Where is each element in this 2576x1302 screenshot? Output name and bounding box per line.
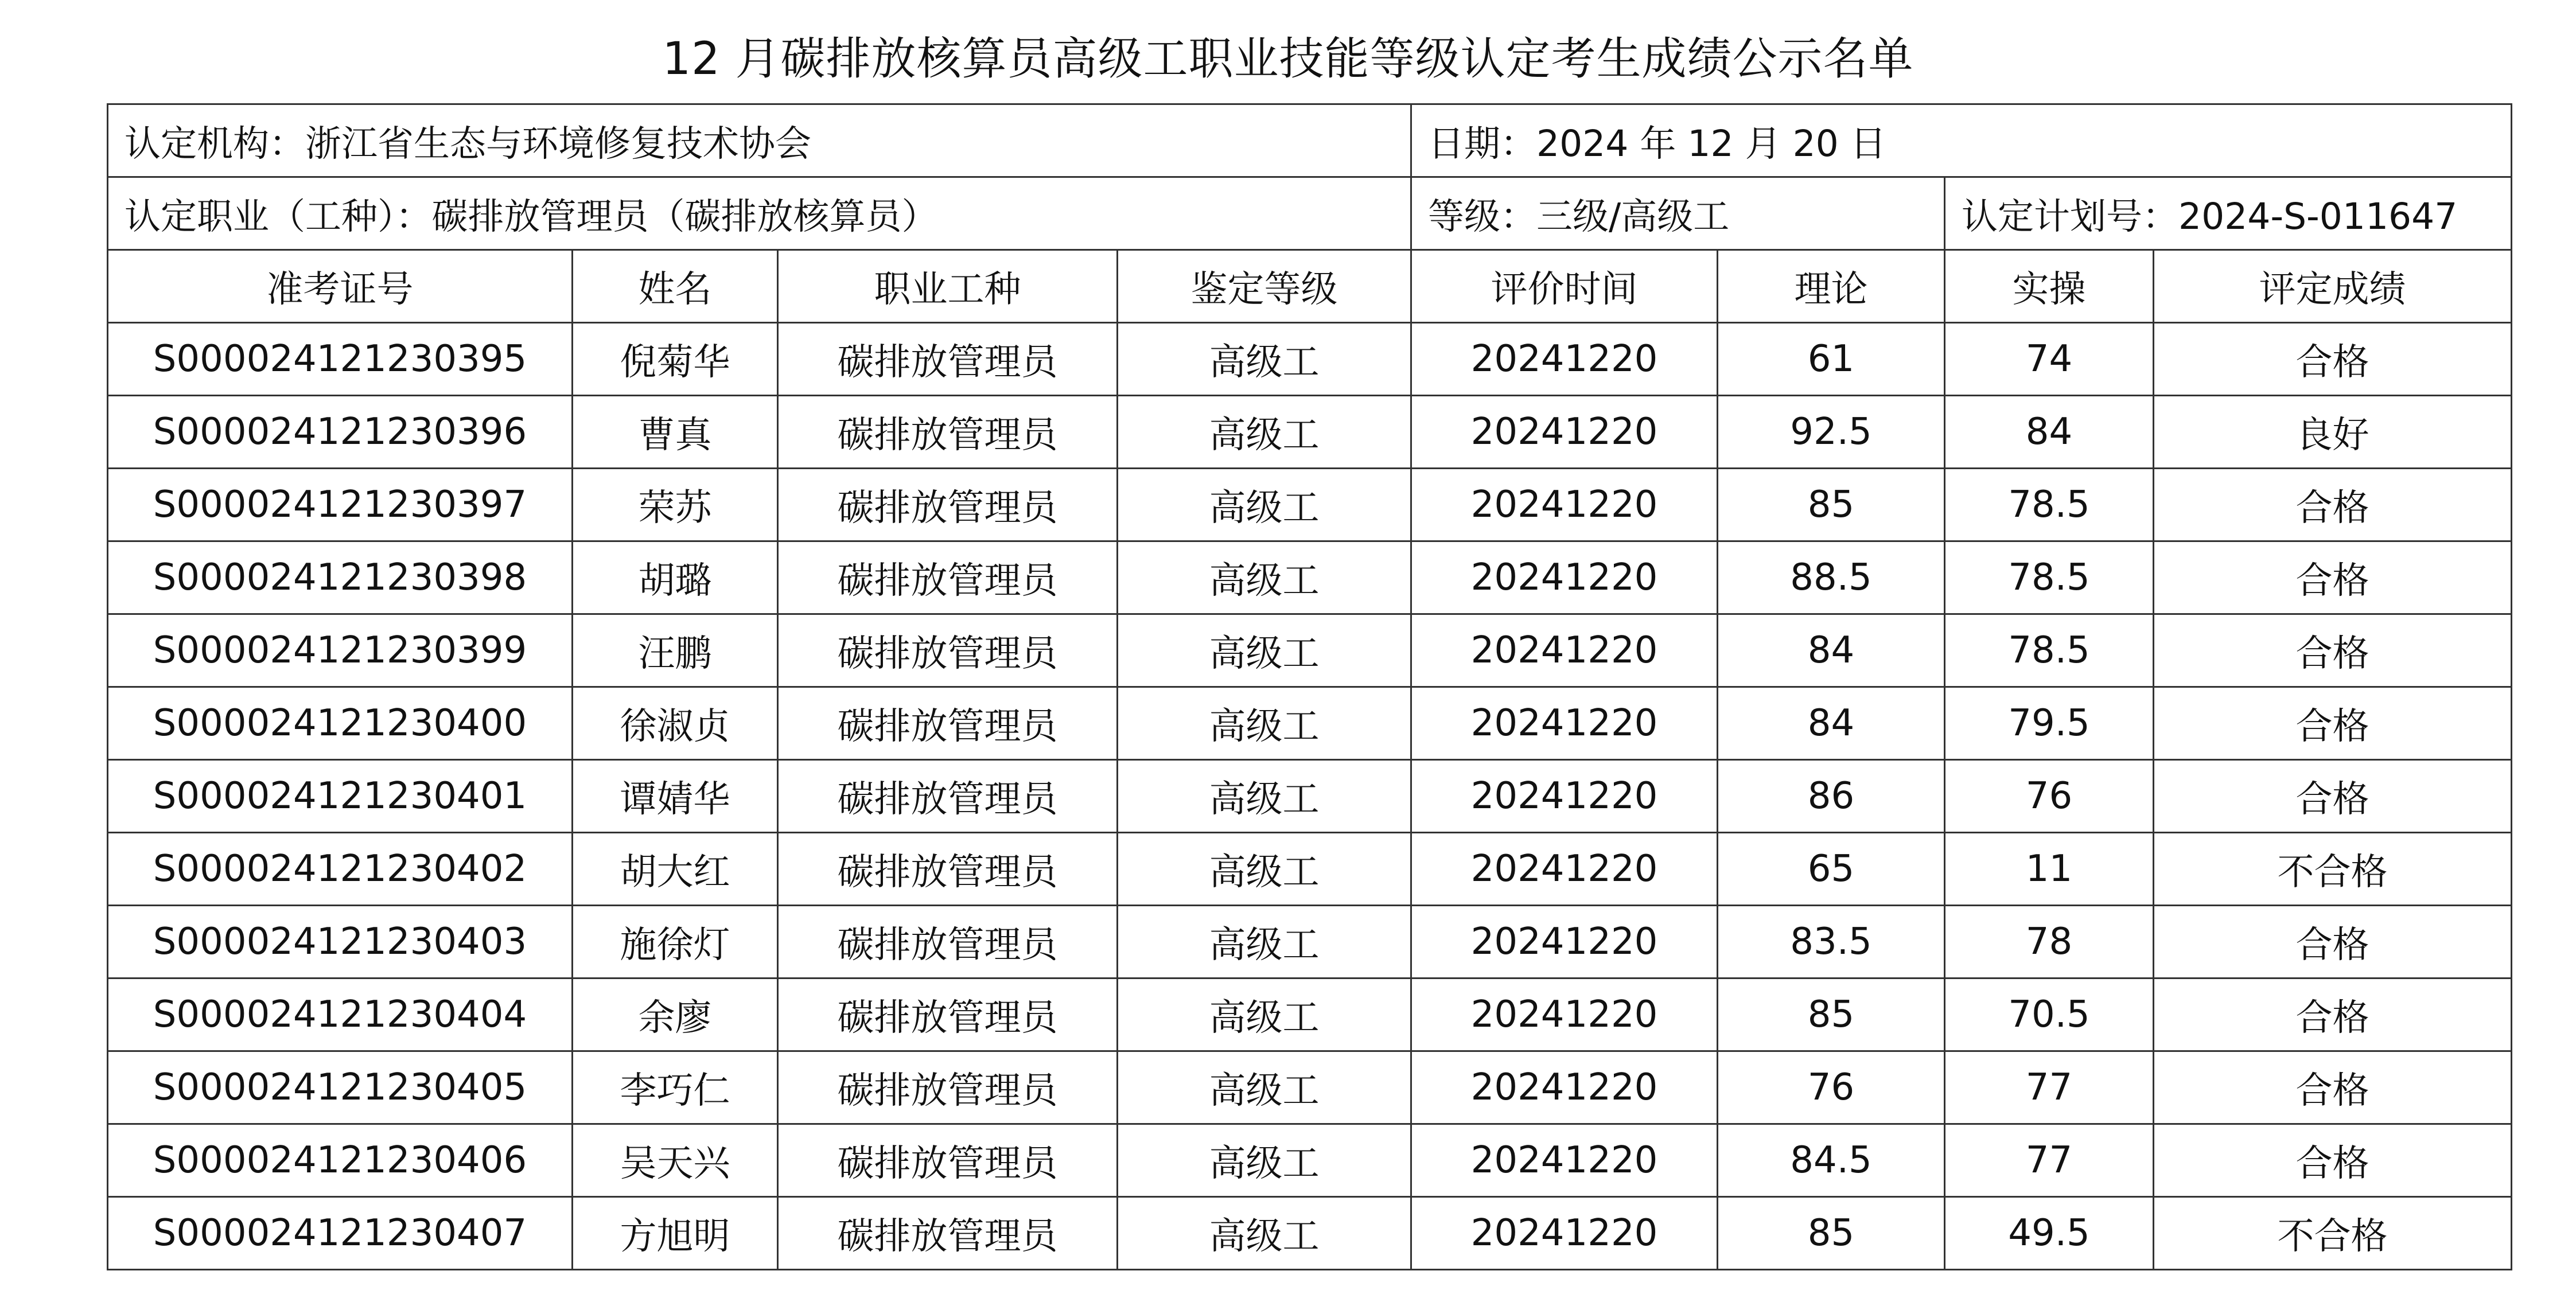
eval-date-cell: 20241220 [1411, 323, 1718, 396]
name-cell: 荣苏 [573, 469, 778, 541]
grade-level-cell: 高级工 [1118, 541, 1411, 614]
grade-level-cell: 高级工 [1118, 396, 1411, 469]
occupation-cell: 碳排放管理员 [778, 833, 1118, 906]
grade-level-cell: 高级工 [1118, 614, 1411, 687]
table-row [108, 1124, 2512, 1197]
occupation-cell: 碳排放管理员 [778, 1197, 1118, 1270]
occupation-cell: 碳排放管理员 [778, 323, 1118, 396]
result-cell: 合格 [2154, 323, 2512, 396]
grade-level-cell: 高级工 [1118, 760, 1411, 833]
eval-date-cell: 20241220 [1411, 614, 1718, 687]
name-cell: 方旭明 [573, 1197, 778, 1270]
result-cell: 合格 [2154, 1124, 2512, 1197]
eval-date-cell: 20241220 [1411, 979, 1718, 1051]
eval-date-cell: 20241220 [1411, 469, 1718, 541]
exam-id-cell: S000024121230400 [108, 687, 573, 760]
table-row [108, 1197, 2512, 1270]
exam-id-cell: S000024121230401 [108, 760, 573, 833]
exam-id-cell: S000024121230407 [108, 1197, 573, 1270]
practical-score-cell: 77 [1945, 1124, 2154, 1197]
exam-id-cell: S000024121230403 [108, 906, 573, 979]
column-header-eval-date: 评价时间 [1411, 250, 1718, 323]
name-cell: 余廖 [573, 979, 778, 1051]
theory-score-cell: 84.5 [1718, 1124, 1945, 1197]
column-header-grade-level: 鉴定等级 [1118, 250, 1411, 323]
theory-score-cell: 88.5 [1718, 541, 1945, 614]
eval-date-cell: 20241220 [1411, 396, 1718, 469]
result-cell: 合格 [2154, 760, 2512, 833]
result-cell: 合格 [2154, 614, 2512, 687]
exam-id-cell: S000024121230404 [108, 979, 573, 1051]
result-cell: 合格 [2154, 979, 2512, 1051]
eval-date-cell: 20241220 [1411, 833, 1718, 906]
grade-level-cell: 高级工 [1118, 906, 1411, 979]
eval-date-cell: 20241220 [1411, 1197, 1718, 1270]
name-cell: 吴天兴 [573, 1124, 778, 1197]
practical-score-cell: 84 [1945, 396, 2154, 469]
info-row-occupation [108, 177, 2512, 250]
grade-level-cell: 高级工 [1118, 1051, 1411, 1124]
theory-score-cell: 86 [1718, 760, 1945, 833]
practical-score-cell: 49.5 [1945, 1197, 2154, 1270]
certification-occupation: 认定职业（工种）：碳排放管理员（碳排放核算员） [108, 177, 1411, 250]
practical-score-cell: 74 [1945, 323, 2154, 396]
name-cell: 胡璐 [573, 541, 778, 614]
name-cell: 徐淑贞 [573, 687, 778, 760]
column-header-result: 评定成绩 [2154, 250, 2512, 323]
table-row [108, 833, 2512, 906]
certification-date: 日期：2024 年 12 月 20 日 [1411, 104, 2512, 177]
name-cell: 曹真 [573, 396, 778, 469]
table-row [108, 760, 2512, 833]
practical-score-cell: 76 [1945, 760, 2154, 833]
practical-score-cell: 78.5 [1945, 614, 2154, 687]
column-header-name: 姓名 [573, 250, 778, 323]
grade-level-cell: 高级工 [1118, 469, 1411, 541]
occupation-cell: 碳排放管理员 [778, 687, 1118, 760]
occupation-cell: 碳排放管理员 [778, 396, 1118, 469]
theory-score-cell: 84 [1718, 687, 1945, 760]
grade-level-cell: 高级工 [1118, 833, 1411, 906]
name-cell: 李巧仁 [573, 1051, 778, 1124]
occupation-cell: 碳排放管理员 [778, 614, 1118, 687]
eval-date-cell: 20241220 [1411, 760, 1718, 833]
eval-date-cell: 20241220 [1411, 687, 1718, 760]
occupation-cell: 碳排放管理员 [778, 541, 1118, 614]
theory-score-cell: 65 [1718, 833, 1945, 906]
name-cell: 胡大红 [573, 833, 778, 906]
theory-score-cell: 85 [1718, 1197, 1945, 1270]
result-cell: 合格 [2154, 469, 2512, 541]
table-row [108, 614, 2512, 687]
info-row-organization [108, 104, 2512, 177]
table-row [108, 396, 2512, 469]
practical-score-cell: 77 [1945, 1051, 2154, 1124]
table-row [108, 323, 2512, 396]
exam-id-cell: S000024121230405 [108, 1051, 573, 1124]
theory-score-cell: 83.5 [1718, 906, 1945, 979]
practical-score-cell: 78.5 [1945, 469, 2154, 541]
name-cell: 施徐灯 [573, 906, 778, 979]
exam-id-cell: S000024121230395 [108, 323, 573, 396]
table-row [108, 469, 2512, 541]
grade-level-cell: 高级工 [1118, 1197, 1411, 1270]
table-row [108, 687, 2512, 760]
result-cell: 不合格 [2154, 833, 2512, 906]
occupation-cell: 碳排放管理员 [778, 760, 1118, 833]
occupation-cell: 碳排放管理员 [778, 979, 1118, 1051]
practical-score-cell: 11 [1945, 833, 2154, 906]
result-cell: 良好 [2154, 396, 2512, 469]
exam-id-cell: S000024121230397 [108, 469, 573, 541]
result-cell: 合格 [2154, 1051, 2512, 1124]
result-cell: 合格 [2154, 906, 2512, 979]
certification-plan-number: 认定计划号：2024-S-011647 [1945, 177, 2512, 250]
exam-id-cell: S000024121230406 [108, 1124, 573, 1197]
result-cell: 不合格 [2154, 1197, 2512, 1270]
name-cell: 谭婧华 [573, 760, 778, 833]
results-table [107, 103, 2512, 1270]
practical-score-cell: 79.5 [1945, 687, 2154, 760]
theory-score-cell: 76 [1718, 1051, 1945, 1124]
column-header-practical: 实操 [1945, 250, 2154, 323]
occupation-cell: 碳排放管理员 [778, 469, 1118, 541]
occupation-cell: 碳排放管理员 [778, 906, 1118, 979]
exam-id-cell: S000024121230399 [108, 614, 573, 687]
practical-score-cell: 78 [1945, 906, 2154, 979]
eval-date-cell: 20241220 [1411, 1051, 1718, 1124]
theory-score-cell: 61 [1718, 323, 1945, 396]
column-header-occupation: 职业工种 [778, 250, 1118, 323]
grade-level-cell: 高级工 [1118, 687, 1411, 760]
result-cell: 合格 [2154, 687, 2512, 760]
theory-score-cell: 84 [1718, 614, 1945, 687]
grade-level-cell: 高级工 [1118, 323, 1411, 396]
name-cell: 汪鹏 [573, 614, 778, 687]
table-row [108, 979, 2512, 1051]
result-cell: 合格 [2154, 541, 2512, 614]
certification-org: 认定机构：浙江省生态与环境修复技术协会 [108, 104, 1411, 177]
table-row [108, 906, 2512, 979]
exam-id-cell: S000024121230396 [108, 396, 573, 469]
table-row [108, 541, 2512, 614]
eval-date-cell: 20241220 [1411, 1124, 1718, 1197]
theory-score-cell: 85 [1718, 979, 1945, 1051]
column-header-theory: 理论 [1718, 250, 1945, 323]
exam-id-cell: S000024121230402 [108, 833, 573, 906]
occupation-cell: 碳排放管理员 [778, 1051, 1118, 1124]
practical-score-cell: 78.5 [1945, 541, 2154, 614]
theory-score-cell: 92.5 [1718, 396, 1945, 469]
exam-id-cell: S000024121230398 [108, 541, 573, 614]
page-title: 12 月碳排放核算员高级工职业技能等级认定考生成绩公示名单 [662, 33, 1914, 85]
theory-score-cell: 85 [1718, 469, 1945, 541]
grade-level-cell: 高级工 [1118, 1124, 1411, 1197]
table-row [108, 1051, 2512, 1124]
occupation-cell: 碳排放管理员 [778, 1124, 1118, 1197]
name-cell: 倪菊华 [573, 323, 778, 396]
table-header-row [108, 250, 2512, 323]
grade-level-cell: 高级工 [1118, 979, 1411, 1051]
certification-level: 等级：三级/高级工 [1411, 177, 1945, 250]
eval-date-cell: 20241220 [1411, 541, 1718, 614]
column-header-exam-id: 准考证号 [108, 250, 573, 323]
eval-date-cell: 20241220 [1411, 906, 1718, 979]
practical-score-cell: 70.5 [1945, 979, 2154, 1051]
